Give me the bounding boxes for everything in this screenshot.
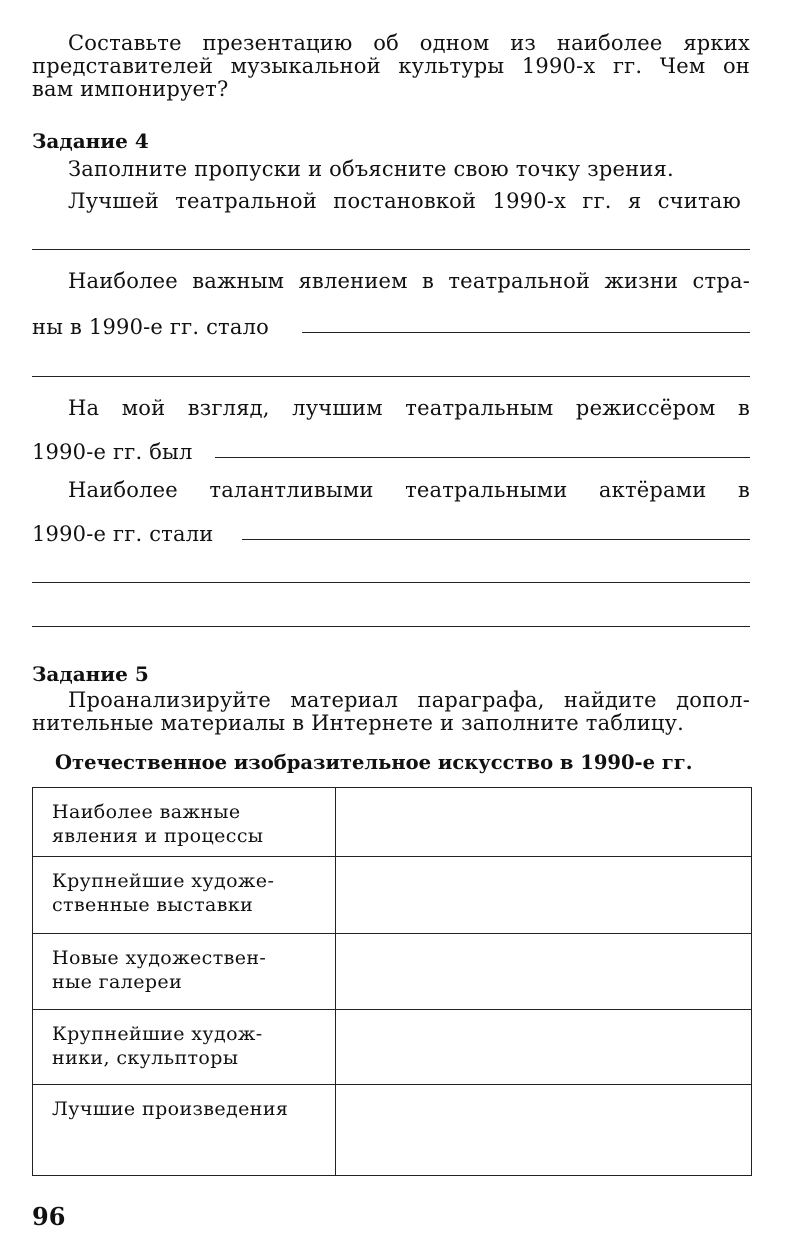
row-label-3 xyxy=(33,934,336,1010)
row-3-label-line-2: ные галереи xyxy=(52,971,183,993)
row-answer-cell-2[interactable] xyxy=(336,857,752,934)
table-row xyxy=(33,934,752,1010)
table-row xyxy=(33,857,752,934)
task4-question-2-line-1: Наиболее важным явлением в театральной жизни стра- xyxy=(68,269,750,293)
table-row xyxy=(33,788,752,857)
row-label-1 xyxy=(33,788,336,857)
task4-question-3-line-2: 1990-е гг. был xyxy=(32,440,193,464)
page-number: 96 xyxy=(32,1202,66,1231)
answer-line-7[interactable] xyxy=(32,626,750,627)
table-title: Отечественное изобразительное искусство в 1990-е гг. xyxy=(55,751,693,774)
table-row xyxy=(33,1085,752,1176)
row-answer-cell-5[interactable] xyxy=(336,1085,752,1176)
answer-line-4[interactable] xyxy=(215,457,750,458)
row-5-label-line-1: Лучшие произведения xyxy=(52,1098,289,1120)
row-label-4 xyxy=(33,1010,336,1085)
answer-line-5[interactable] xyxy=(242,539,750,540)
task5-instruction-line-2: нительные материалы в Интернете и заполните таблицу. xyxy=(32,711,685,735)
row-label-2 xyxy=(33,857,336,934)
row-answer-cell-3[interactable] xyxy=(336,934,752,1010)
task4-question-4-line-1: Наиболее талантливыми театральными актёрами в xyxy=(68,478,750,502)
row-label-5 xyxy=(33,1085,336,1176)
intro-line-3: вам импонирует? xyxy=(32,77,229,101)
task5-title: Задание 5 xyxy=(32,662,149,686)
row-2-label-line-2: ственные выставки xyxy=(52,894,254,916)
task4-question-1: Лучшей театральной постановкой 1990-х гг. я считаю xyxy=(68,189,741,213)
row-1-label-line-2: явления и процессы xyxy=(52,825,264,847)
row-4-label-line-2: ники, скульпторы xyxy=(52,1047,239,1069)
answer-line-2[interactable] xyxy=(302,332,750,333)
answer-line-3[interactable] xyxy=(32,376,750,377)
art-table xyxy=(32,787,752,1176)
row-3-label-line-1: Новые художествен- xyxy=(52,947,267,969)
task4-title: Задание 4 xyxy=(32,129,149,153)
row-1-label-line-1: Наиболее важные xyxy=(52,801,241,823)
answer-line-1[interactable] xyxy=(32,249,750,250)
task4-instruction: Заполните пропуски и объясните свою точку зрения. xyxy=(68,157,674,181)
table-row xyxy=(33,1010,752,1085)
task4-question-4-line-2: 1990-е гг. стали xyxy=(32,522,214,546)
intro-line-2: представителей музыкальной культуры 1990-х гг. Чем он xyxy=(32,54,750,78)
intro-line-1: Составьте презентацию об одном из наиболее ярких xyxy=(68,31,750,55)
row-2-label-line-1: Крупнейшие художе- xyxy=(52,870,275,892)
task4-question-2-line-2: ны в 1990-е гг. стало xyxy=(32,315,269,339)
task5-instruction-line-1: Проанализируйте материал параграфа, найдите допол- xyxy=(68,688,750,712)
row-answer-cell-1[interactable] xyxy=(336,788,752,857)
task4-question-3-line-1: На мой взгляд, лучшим театральным режиссёром в xyxy=(68,396,750,420)
row-answer-cell-4[interactable] xyxy=(336,1010,752,1085)
answer-line-6[interactable] xyxy=(32,582,750,583)
row-4-label-line-1: Крупнейшие худож- xyxy=(52,1023,263,1045)
